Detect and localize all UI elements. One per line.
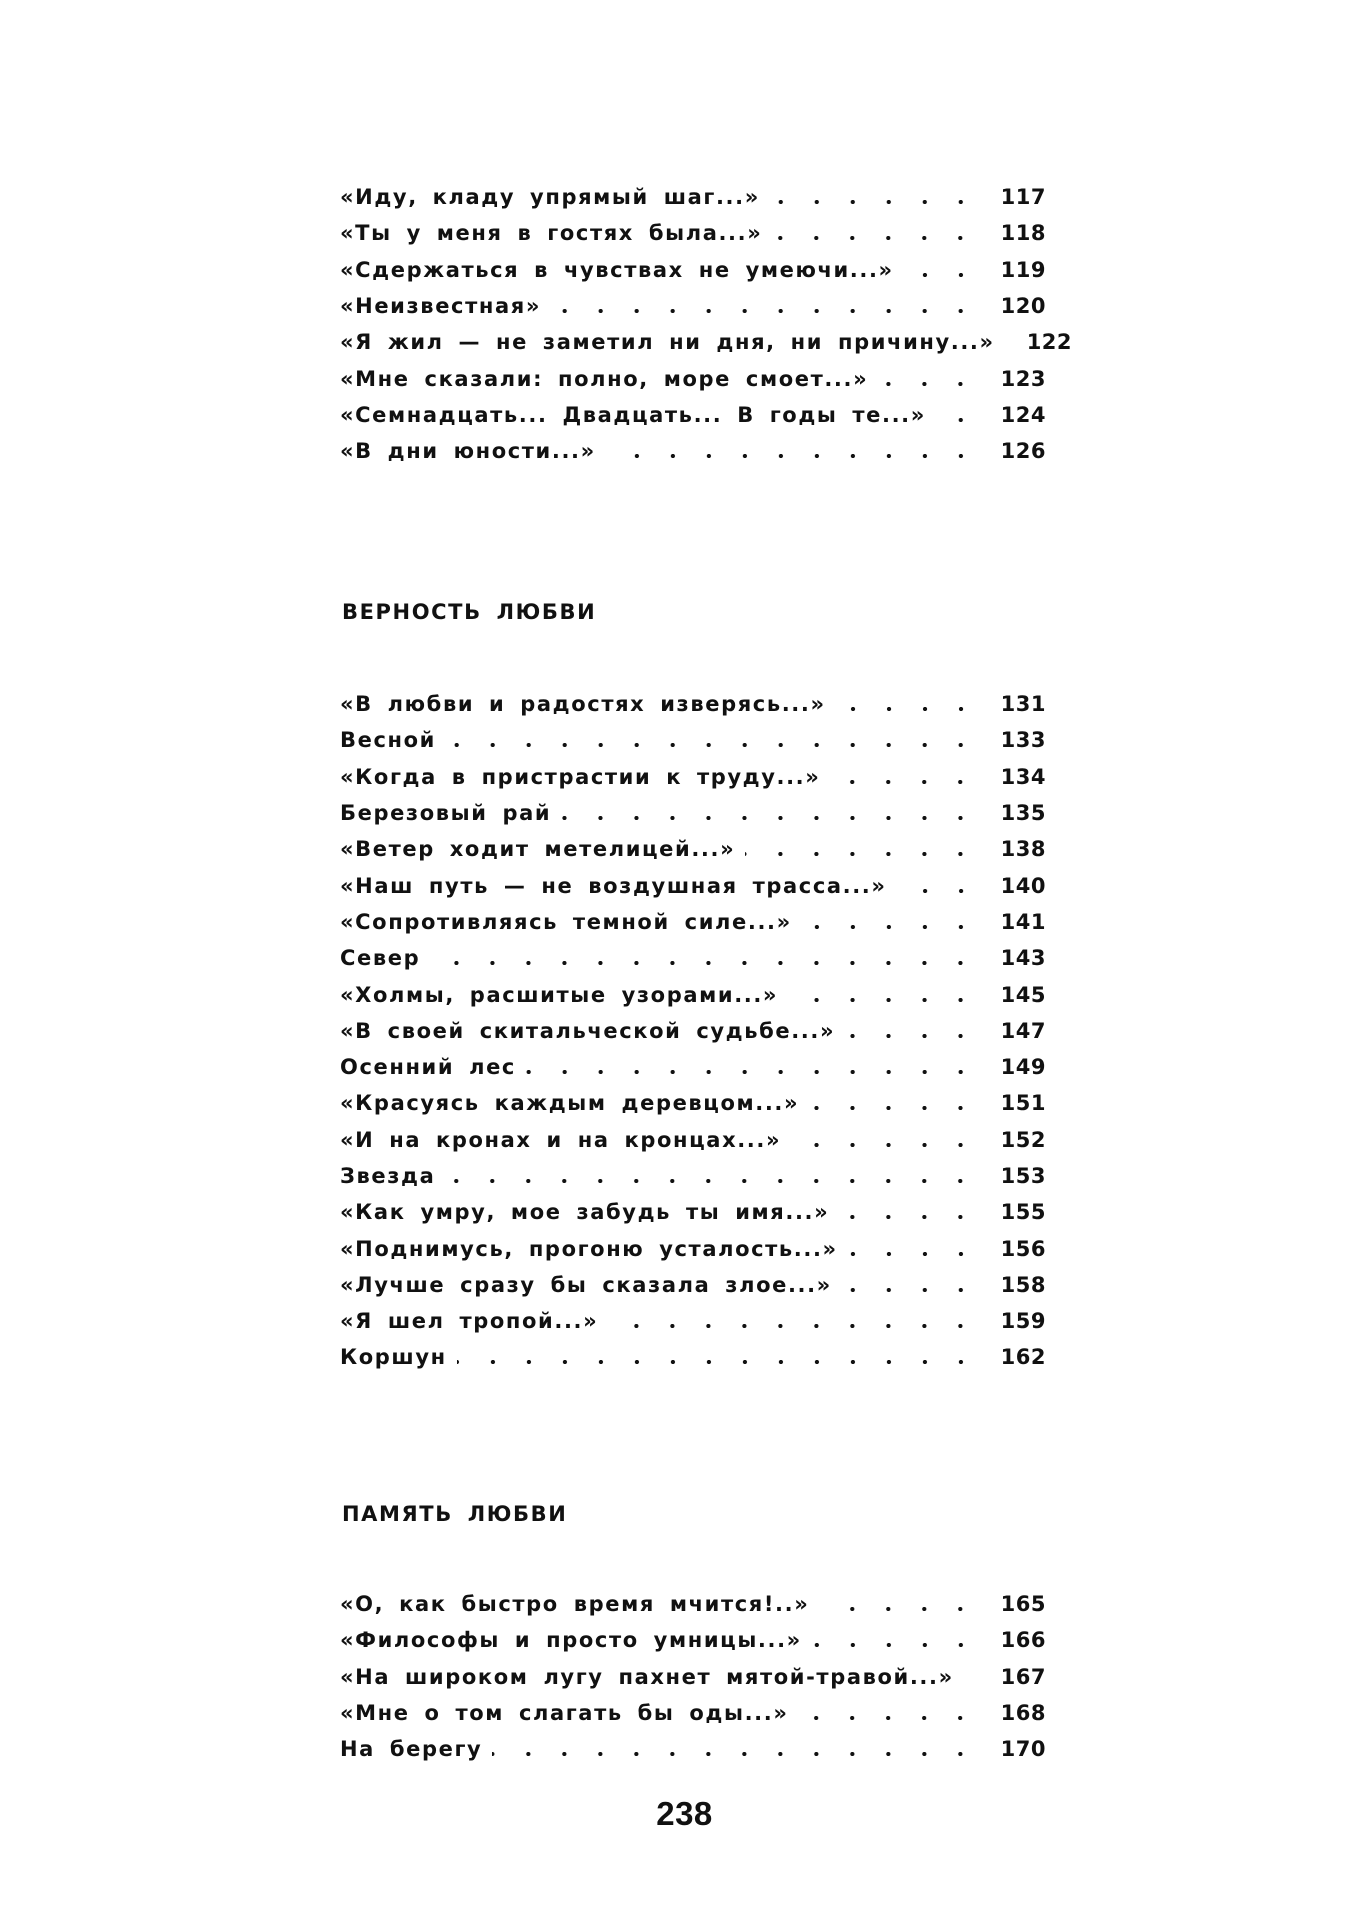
toc-entry bbox=[340, 1158, 1046, 1194]
toc-entry bbox=[340, 1049, 1046, 1085]
dot-leader bbox=[770, 200, 979, 204]
toc-entry bbox=[340, 940, 1046, 976]
toc-entry bbox=[340, 976, 1046, 1012]
entry-title: Березовый рай bbox=[340, 801, 552, 826]
toc-entry bbox=[340, 1659, 1046, 1695]
entry-title: «В своей скитальческой судьбе...» bbox=[340, 1018, 836, 1043]
toc-entry bbox=[340, 867, 1046, 903]
entry-title: «Я жил — не заметил ни дня, ни причину...» bbox=[340, 330, 995, 355]
entry-title: «Сопротивляясь темной силе...» bbox=[340, 909, 792, 934]
entry-page-number: 124 bbox=[1000, 402, 1046, 427]
toc-entry bbox=[340, 215, 1046, 251]
toc-entry bbox=[340, 1339, 1046, 1375]
section-heading: ПАМЯТЬ ЛЮБВИ bbox=[342, 1502, 568, 1526]
toc-entry bbox=[340, 1013, 1046, 1049]
toc-entry bbox=[340, 1194, 1046, 1230]
toc-list-section bbox=[340, 686, 1046, 1376]
entry-title: Звезда bbox=[340, 1164, 436, 1188]
entry-title: Осенний лес bbox=[340, 1055, 516, 1080]
toc-entry bbox=[340, 1731, 1046, 1767]
entry-page-number: 167 bbox=[1000, 1664, 1046, 1689]
entry-title: Весной bbox=[340, 728, 436, 753]
dot-leader bbox=[457, 1360, 979, 1364]
section-heading: ВЕРНОСТЬ ЛЮБВИ bbox=[342, 600, 597, 624]
dot-leader bbox=[830, 780, 978, 784]
toc-entry bbox=[340, 288, 1046, 324]
entry-page-number: 162 bbox=[1000, 1345, 1046, 1370]
toc-entry bbox=[340, 433, 1046, 469]
dot-leader bbox=[802, 925, 979, 929]
entry-title: «Семнадцать... Двадцать... В годы те...» bbox=[340, 402, 926, 427]
toc-entry bbox=[340, 179, 1046, 215]
dot-leader bbox=[791, 1143, 979, 1147]
dot-leader bbox=[788, 998, 979, 1002]
dot-leader bbox=[964, 1680, 979, 1684]
toc-entry bbox=[340, 324, 1073, 360]
entry-page-number: 147 bbox=[1000, 1018, 1046, 1043]
toc-list-section bbox=[340, 1586, 1046, 1767]
entry-page-number: 135 bbox=[1000, 801, 1046, 826]
dot-leader bbox=[845, 1034, 979, 1038]
dot-leader bbox=[809, 1106, 978, 1110]
dot-leader bbox=[745, 852, 978, 856]
dot-leader bbox=[812, 1643, 979, 1647]
entry-page-number: 156 bbox=[1000, 1236, 1046, 1261]
entry-title: «Лучше сразу бы сказала злое...» bbox=[340, 1272, 832, 1297]
toc-entry bbox=[340, 360, 1046, 396]
dot-leader bbox=[492, 1752, 978, 1756]
dot-leader bbox=[446, 743, 979, 747]
entry-title: «Наш путь — не воздушная трасса...» bbox=[340, 873, 887, 898]
dot-leader bbox=[904, 273, 979, 277]
entry-page-number: 131 bbox=[1000, 692, 1046, 717]
toc-entry bbox=[340, 1586, 1046, 1622]
entry-page-number: 165 bbox=[1000, 1592, 1046, 1617]
entry-page-number: 155 bbox=[1000, 1200, 1046, 1225]
dot-leader bbox=[839, 1215, 978, 1219]
entry-page-number: 133 bbox=[1000, 728, 1046, 753]
toc-entry bbox=[340, 1695, 1046, 1731]
toc-entry bbox=[340, 397, 1046, 433]
entry-page-number: 152 bbox=[1000, 1127, 1046, 1152]
toc-entry bbox=[340, 1122, 1046, 1158]
entry-page-number: 138 bbox=[1000, 837, 1046, 862]
toc-entry bbox=[340, 795, 1046, 831]
entry-title: «Мне сказали: полно, море смоет...» bbox=[340, 366, 869, 391]
toc-entry bbox=[340, 722, 1046, 758]
dot-leader bbox=[798, 1716, 978, 1720]
dot-leader bbox=[526, 1070, 979, 1074]
entry-title: «На широком лугу пахнет мятой-травой...» bbox=[340, 1664, 954, 1689]
dot-leader bbox=[897, 889, 979, 893]
entry-title: «Неизвестная» bbox=[340, 294, 541, 319]
entry-title: «О, как быстро время мчится!..» bbox=[340, 1592, 810, 1617]
entry-page-number: 149 bbox=[1000, 1055, 1046, 1080]
entry-title: «Иду, кладу упрямый шаг...» bbox=[340, 185, 760, 210]
entry-title: На берегу bbox=[340, 1737, 483, 1762]
dot-leader bbox=[772, 236, 978, 240]
toc-entry bbox=[340, 252, 1046, 288]
dot-leader bbox=[445, 1179, 978, 1183]
entry-title: «В дни юности...» bbox=[340, 439, 596, 464]
entry-page-number: 120 bbox=[1000, 294, 1046, 319]
entry-page-number: 122 bbox=[1026, 330, 1073, 355]
entry-title: «Сдержаться в чувствах не умеючи...» bbox=[340, 257, 894, 282]
dot-leader bbox=[430, 961, 978, 965]
entry-page-number: 140 bbox=[1000, 873, 1046, 898]
toc-entry bbox=[340, 1085, 1046, 1121]
toc-list-continued bbox=[340, 179, 1073, 469]
entry-title: «Ты у меня в гостях была...» bbox=[340, 221, 763, 246]
entry-page-number: 170 bbox=[1000, 1737, 1046, 1762]
dot-leader bbox=[936, 418, 979, 422]
entry-title: «Когда в пристрастии к труду...» bbox=[340, 764, 821, 789]
entry-page-number: 166 bbox=[1000, 1628, 1046, 1653]
toc-entry bbox=[340, 1230, 1046, 1266]
entry-title: «Ветер ходит метелицей...» bbox=[340, 837, 736, 862]
entry-title: «В любви и радостях изверясь...» bbox=[340, 692, 826, 717]
entry-page-number: 141 bbox=[1000, 909, 1046, 934]
entry-title: «Холмы, расшитые узорами...» bbox=[340, 982, 779, 1007]
toc-entry bbox=[340, 1303, 1046, 1339]
entry-title: «И на кронах и на кронцах...» bbox=[340, 1127, 782, 1152]
toc-entry bbox=[340, 904, 1046, 940]
dot-leader bbox=[608, 1324, 978, 1328]
entry-title: «Мне о том слагать бы оды...» bbox=[340, 1701, 789, 1726]
entry-page-number: 151 bbox=[1000, 1091, 1046, 1116]
toc-entry bbox=[340, 1622, 1046, 1658]
entry-page-number: 145 bbox=[1000, 982, 1046, 1007]
page-number: 238 bbox=[656, 1795, 713, 1832]
dot-leader bbox=[606, 454, 979, 458]
dot-leader bbox=[878, 382, 978, 386]
entry-title: «Философы и просто умницы...» bbox=[340, 1628, 802, 1653]
dot-leader bbox=[836, 707, 979, 711]
entry-title: Север bbox=[340, 946, 421, 971]
entry-title: Коршун bbox=[340, 1345, 447, 1370]
entry-page-number: 119 bbox=[1000, 257, 1046, 282]
entry-page-number: 168 bbox=[1000, 1701, 1046, 1726]
dot-leader bbox=[551, 309, 979, 313]
entry-title: «Поднимусь, прогоню усталость...» bbox=[340, 1236, 838, 1261]
entry-page-number: 117 bbox=[1000, 185, 1046, 210]
dot-leader bbox=[561, 816, 978, 820]
entry-page-number: 158 bbox=[1000, 1272, 1046, 1297]
entry-page-number: 153 bbox=[1000, 1164, 1046, 1188]
entry-page-number: 126 bbox=[1000, 439, 1046, 464]
toc-entry bbox=[340, 759, 1046, 795]
dot-leader bbox=[842, 1288, 979, 1292]
entry-page-number: 159 bbox=[1000, 1309, 1046, 1334]
dot-leader bbox=[819, 1607, 978, 1611]
entry-title: «Я шел тропой...» bbox=[340, 1309, 599, 1334]
entry-title: «Как умру, мое забудь ты имя...» bbox=[340, 1200, 830, 1225]
entry-page-number: 143 bbox=[1000, 946, 1046, 971]
toc-entry bbox=[340, 686, 1046, 722]
entry-page-number: 134 bbox=[1000, 764, 1046, 789]
entry-page-number: 118 bbox=[1000, 221, 1046, 246]
entry-page-number: 123 bbox=[1000, 366, 1046, 391]
dot-leader bbox=[848, 1252, 979, 1256]
toc-entry bbox=[340, 831, 1046, 867]
entry-title: «Красуясь каждым деревцом...» bbox=[340, 1091, 800, 1116]
toc-entry bbox=[340, 1267, 1046, 1303]
